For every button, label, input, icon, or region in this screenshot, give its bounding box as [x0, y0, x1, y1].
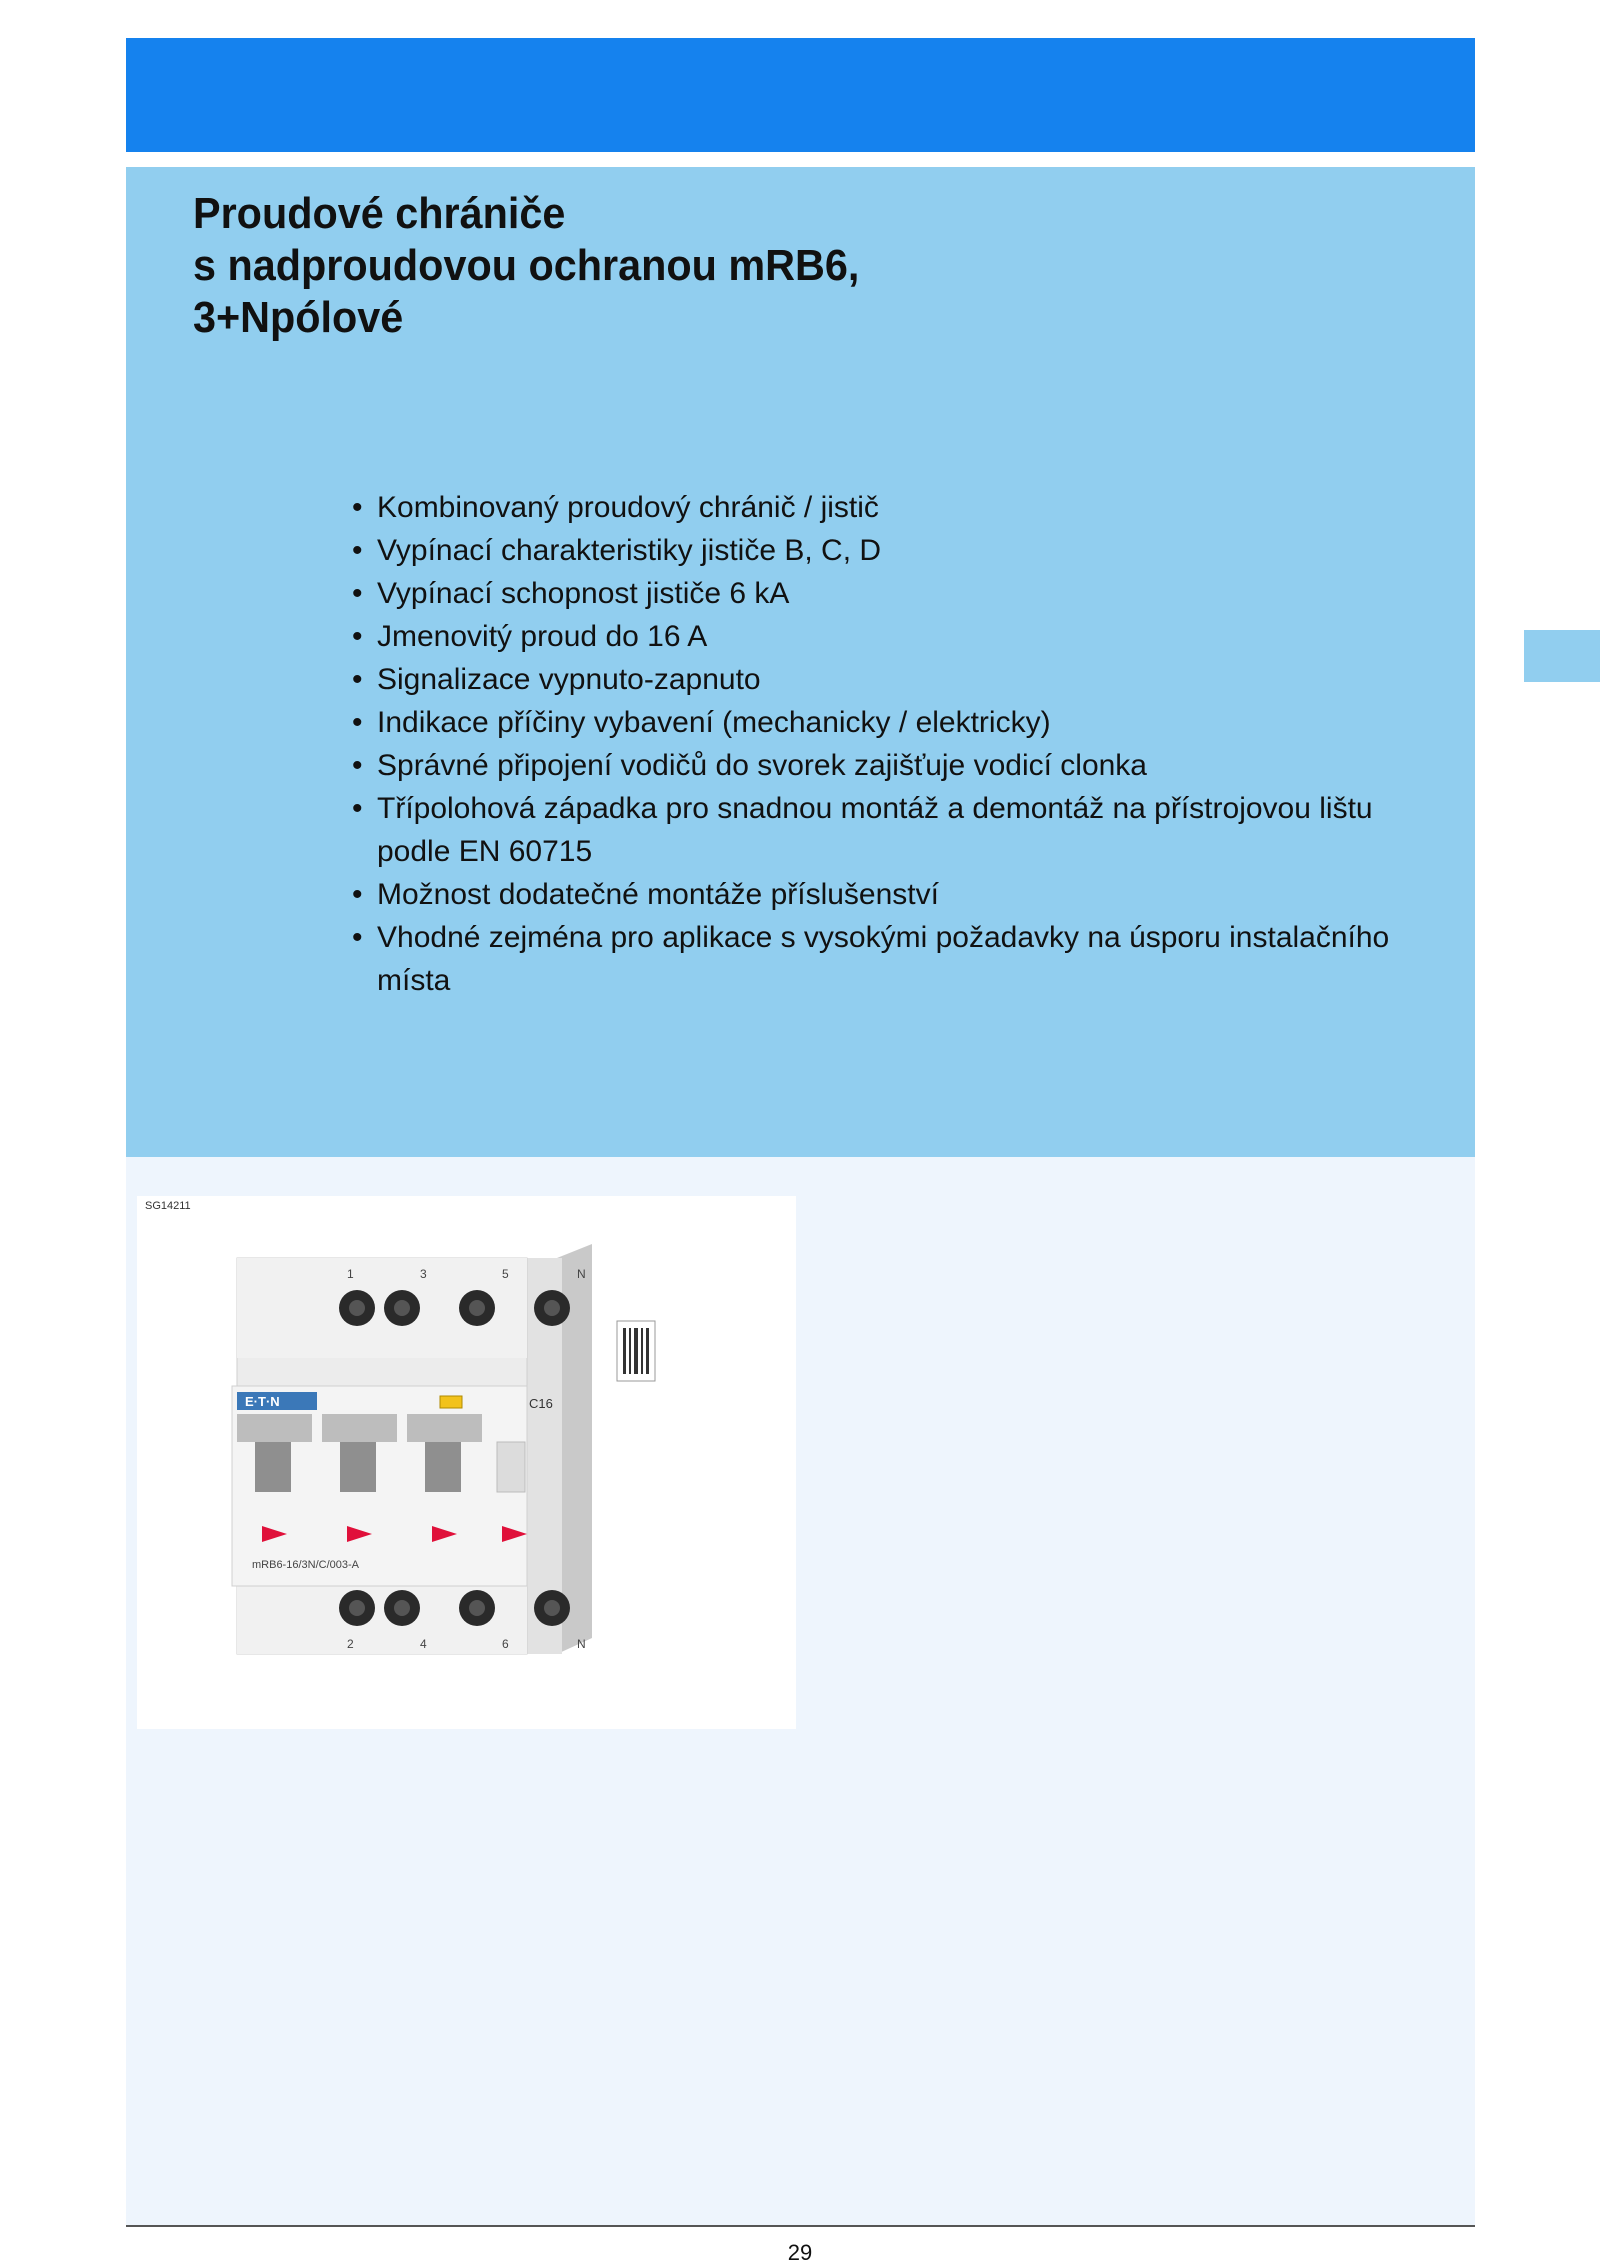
feature-item: • Třípolohová západka pro snadnou montáž a demontáž na přístrojovou lištu podle EN 60715 [352, 787, 1412, 873]
breaker-illustration [137, 1196, 796, 1729]
title-line: 3+Npólové [193, 293, 404, 342]
feature-item: • Signalizace vypnuto-zapnuto [352, 658, 1412, 701]
terminal-label: 2 [347, 1637, 354, 1651]
rating-label: C16 [529, 1396, 553, 1411]
title-line: Proudové chrániče [193, 189, 566, 238]
feature-item: • Kombinovaný proudový chránič / jistič [352, 486, 1412, 529]
terminal-label: N [577, 1267, 586, 1281]
feature-item: • Vhodné zejména pro aplikace s vysokými požadavky na úsporu instalačního místa [352, 916, 1412, 1002]
brand-logo: E·T·N [245, 1394, 280, 1409]
product-photo [137, 1196, 796, 1729]
section-tab-marker [1524, 630, 1600, 682]
feature-item: • Správné připojení vodičů do svorek zajišťuje vodicí clonka [352, 744, 1412, 787]
terminal-label: 6 [502, 1637, 509, 1651]
model-label: mRB6-16/3N/C/003-A [252, 1559, 359, 1571]
terminal-label: N [577, 1637, 586, 1651]
terminal-label: 4 [420, 1637, 427, 1651]
feature-item: • Možnost dodatečné montáže příslušenství [352, 873, 1412, 916]
feature-item: • Jmenovitý proud do 16 A [352, 615, 1412, 658]
title-line: s nadproudovou ochranou mRB6, [193, 241, 860, 290]
page-number: 29 [787, 2240, 813, 2265]
feature-item: • Indikace příčiny vybavení (mechanicky / elektricky) [352, 701, 1412, 744]
feature-item: • Vypínací charakteristiky jističe B, C, D [352, 529, 1412, 572]
feature-item: • Vypínací schopnost jističe 6 kA [352, 572, 1412, 615]
feature-list [352, 486, 1412, 1002]
figure-code: SG14211 [145, 1200, 191, 1212]
terminal-label: 1 [347, 1267, 354, 1281]
terminal-label: 3 [420, 1267, 427, 1281]
page-title [193, 188, 859, 344]
footer-divider [126, 2225, 1475, 2227]
terminal-label: 5 [502, 1267, 509, 1281]
top-color-bar [126, 38, 1475, 152]
